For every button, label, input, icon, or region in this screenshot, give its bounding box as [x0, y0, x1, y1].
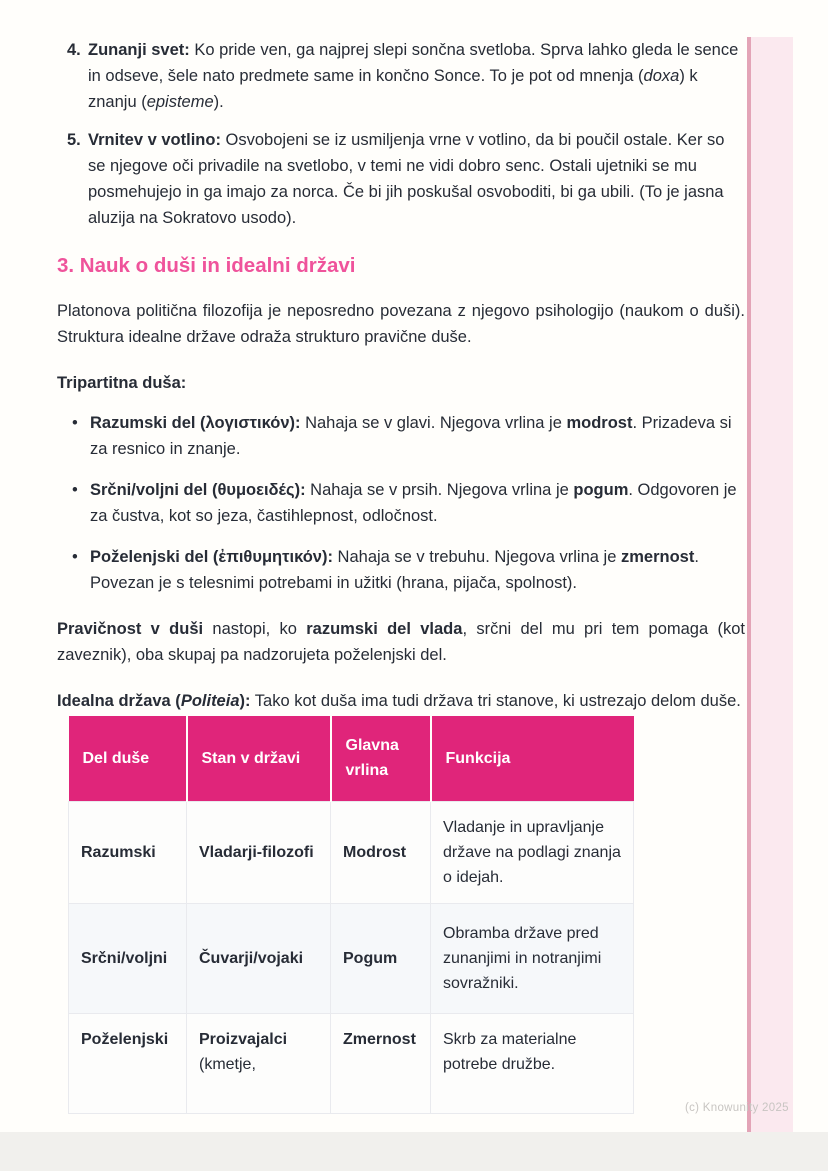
watermark: (c) Knowunity 2025 [685, 1102, 789, 1114]
table-row-srcni [69, 903, 634, 1013]
table-cell: Obramba države pred zunanjimi in notranjimi sovražniki. [431, 903, 634, 1013]
table-cell: Vladanje in upravljanje države na podlagi znanja o idejah. [431, 801, 634, 903]
bullet-item-text: Srčni/voljni del (θυμοειδές): Nahaja se v prsih. Njegova vrlina je pogum. Odgovoren je za čustva, kot so jeza, častihlepnost, odločnost. [90, 481, 737, 525]
table-cell: Poželenjski [69, 1013, 187, 1113]
table-row-razumski [69, 801, 634, 903]
list-item-text: Zunanji svet: Ko pride ven, ga najprej slepi sončna svetloba. Sprva lahko gleda le sence in odseve, šele nato predmete same in končno Sonce. To je pot od mnenja (doxa) k znanju (episteme). [88, 41, 739, 111]
bullet-icon: • [72, 481, 78, 499]
table-cell: Zmernost [331, 1013, 431, 1113]
table-cell: Vladarji-filozofi [187, 801, 331, 903]
page-content [57, 37, 745, 1114]
section-heading: 3. Nauk o duši in idealni državi [57, 254, 356, 277]
table-cell: Srčni/voljni [69, 903, 187, 1013]
bullet-icon: • [72, 414, 78, 432]
justice-paragraph: Pravičnost v duši nastopi, ko razumski del vlada, srčni del mu pri tem pomaga (kot zaveznik), oba skupaj pa nadzorujeta poželenjski del. [57, 620, 745, 664]
bullet-item-appetitive [57, 544, 745, 596]
bullet-item-text: Razumski del (λογιστικόν): Nahaja se v glavi. Njegova vrlina je modrost. Prizadeva si za resnico in znanje. [90, 414, 732, 458]
table-row-pozelenjski [69, 1013, 634, 1113]
page-edge-accent-strip [747, 37, 793, 1132]
list-item-number: 4. [67, 41, 81, 59]
ideal-state-paragraph: Idealna država (Politeia): Tako kot duša ima tudi država tri stanove, ki ustrezajo delom duše. [57, 692, 741, 710]
list-item-number: 5. [67, 131, 81, 149]
table-header-cell-del-duse: Del duše [69, 716, 187, 801]
table-cell: Čuvarji/vojaki [187, 903, 331, 1013]
intro-paragraph: Platonova politična filozofija je neposredno povezana z njegovo psihologijo (naukom o duši). Struktura idealne države odraža strukturo pravične duše. [57, 302, 745, 346]
bullet-item-spirited [57, 477, 745, 529]
list-item-text: Vrnitev v votlino: Osvobojeni se iz usmiljenja vrne v votlino, da bi poučil ostale. Ker so se njegove oči privadile na svetlobo, v temi ne vidi dobro senc. Ostali ujetniki se mu posmehujejo in ga imajo za norca. Če bi jih poskušal osvoboditi, bi ga ubili. (To je jasna aluzija na Sokratovo usodo). [88, 131, 725, 227]
table-cell: Pogum [331, 903, 431, 1013]
table-header-row [69, 716, 634, 801]
table-header-cell-vrlina: Glavna vrlina [331, 716, 431, 801]
list-item-5 [57, 127, 745, 231]
bullet-icon: • [72, 548, 78, 566]
table-cell: Modrost [331, 801, 431, 903]
table-cell: Skrb za materialne potrebe družbe. [431, 1013, 634, 1113]
numbered-list [57, 37, 745, 231]
bullet-item-rational [57, 410, 745, 462]
bullet-list [57, 410, 745, 596]
table-cell: Proizvajalci (kmetje, [187, 1013, 331, 1113]
table-header-cell-stan: Stan v državi [187, 716, 331, 801]
soul-state-table [68, 716, 634, 1114]
subheading-tripartite-soul: Tripartitna duša: [57, 374, 187, 392]
table-header-cell-funkcija: Funkcija [431, 716, 634, 801]
list-item-4 [57, 37, 745, 115]
table-cell: Razumski [69, 801, 187, 903]
bullet-item-text: Poželenjski del (ἐπιθυμητικόν): Nahaja se v trebuhu. Njegova vrlina je zmernost. Povezan je s telesnimi potrebami in užitki (hrana, pijača, spolnost). [90, 548, 699, 592]
